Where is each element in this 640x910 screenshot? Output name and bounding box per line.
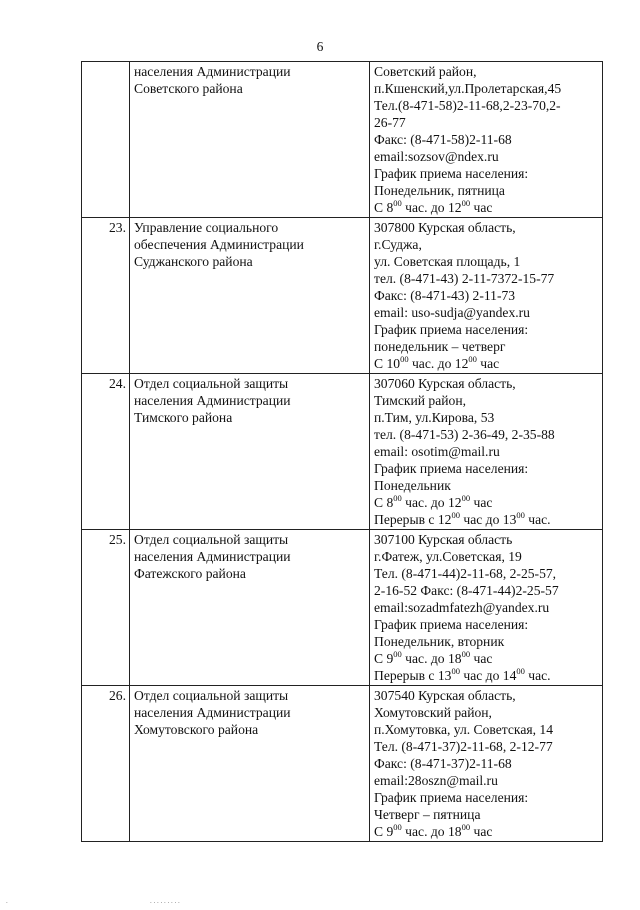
organization-name-line: Тимского района — [134, 410, 233, 425]
contact-info-line: 307060 Курская область, — [374, 376, 516, 391]
contact-info-line: 307800 Курская область, — [374, 220, 516, 235]
organization-name — [130, 530, 370, 686]
contact-info-line: г.Фатеж, ул.Советская, 19 — [374, 549, 522, 564]
row-number: 23. — [82, 218, 130, 374]
table-row — [82, 218, 603, 374]
minutes-superscript: 00 — [451, 666, 460, 676]
organization-name-line: Отдел социальной защиты — [134, 532, 289, 547]
minutes-superscript: 00 — [461, 822, 471, 832]
organization-name — [130, 374, 370, 530]
minutes-superscript: 00 — [393, 198, 402, 208]
contact-info — [370, 374, 603, 530]
contact-info-line: 307540 Курская область, — [374, 688, 516, 703]
contact-info-line: Факс: (8-471-37)2-11-68 — [374, 756, 512, 771]
row-number: 26. — [82, 686, 130, 842]
contacts-table — [81, 61, 603, 842]
contact-info-line: График приема населения: — [374, 322, 529, 337]
contact-info-line: График приема населения: — [374, 617, 529, 632]
footer-scan-marks: . . . . . . . . . . — [6, 897, 180, 905]
contact-info — [370, 530, 603, 686]
organization-name-line: Отдел социальной защиты — [134, 688, 289, 703]
contact-info-line: Понедельник — [374, 478, 451, 493]
contact-info — [370, 62, 603, 218]
organization-name — [130, 62, 370, 218]
reception-hours-line: Перерыв с $12^{00}$ час до $13^{00}$ час. — [374, 510, 551, 527]
table-row — [82, 62, 603, 218]
contact-info-line: п.Тим, ул.Кирова, 53 — [374, 410, 495, 425]
email-line: email: osotim@mail.ru — [374, 444, 500, 459]
contact-info-line: Четверг – пятница — [374, 807, 481, 822]
organization-name-line: Фатежского района — [134, 566, 246, 581]
minutes-superscript: 00 — [393, 822, 402, 832]
table-row — [82, 374, 603, 530]
organization-name-line: Суджанского района — [134, 254, 253, 269]
row-number: 24. — [82, 374, 130, 530]
reception-hours-line: С $9^{00}$ час. до $18^{00}$ час — [374, 649, 493, 666]
table-row — [82, 530, 603, 686]
contact-info-line: 26-77 — [374, 115, 406, 130]
row-number: 25. — [82, 530, 130, 686]
minutes-superscript: 00 — [393, 493, 402, 503]
contact-info-line: Понедельник, вторник — [374, 634, 505, 649]
contact-info-line: Тел. (8-471-44)2-11-68, 2-25-57, — [374, 566, 557, 581]
reception-hours-line: С $8^{00}$ час. до $12^{00}$ час — [374, 198, 493, 215]
table-row — [82, 686, 603, 842]
minutes-superscript: 00 — [400, 354, 409, 364]
page-number: 6 — [316, 39, 324, 54]
contact-info-line: Советский район, — [374, 64, 477, 79]
reception-hours-line: С $9^{00}$ час. до $18^{00}$ час — [374, 822, 493, 839]
organization-name-line: населения Администрации — [134, 549, 291, 564]
contact-info — [370, 686, 603, 842]
minutes-superscript: 00 — [461, 649, 471, 659]
contact-info-line: Тимский район, — [374, 393, 467, 408]
contact-info-line: 307100 Курская область — [374, 532, 513, 547]
organization-name-line: населения Администрации — [134, 64, 291, 79]
minutes-superscript: 00 — [516, 666, 525, 676]
organization-name-line: населения Администрации — [134, 393, 291, 408]
contact-info-line: График приема населения: — [374, 166, 529, 181]
organization-name-line: Отдел социальной защиты — [134, 376, 289, 391]
reception-hours-line: С $10^{00}$ час. до $12^{00}$ час — [374, 354, 500, 371]
contact-info-line: Факс: (8-471-58)2-11-68 — [374, 132, 512, 147]
reception-hours-line: С $8^{00}$ час. до $12^{00}$ час — [374, 493, 493, 510]
email-line: email:sozsov@ndex.ru — [374, 149, 499, 164]
minutes-superscript: 00 — [393, 649, 402, 659]
organization-name — [130, 218, 370, 374]
contact-info-line: тел. (8-471-43) 2-11-7372-15-77 — [374, 271, 555, 286]
contact-info-line: тел. (8-471-53) 2-36-49, 2-35-88 — [374, 427, 555, 442]
email-line: email:sozadmfatezh@yandex.ru — [374, 600, 550, 615]
contact-info-line: 2-16-52 Факс: (8-471-44)2-25-57 — [374, 583, 559, 598]
contact-info-line: понедельник – четверг — [374, 339, 506, 354]
contact-info-line: г.Суджа, — [374, 237, 422, 252]
contact-info-line: Факс: (8-471-43) 2-11-73 — [374, 288, 516, 303]
minutes-superscript: 00 — [516, 510, 525, 520]
minutes-superscript: 00 — [461, 198, 471, 208]
minutes-superscript: 00 — [468, 354, 477, 364]
minutes-superscript: 00 — [461, 493, 471, 503]
organization-name-line: Хомутовского района — [134, 722, 259, 737]
contact-info-line: Тел.(8-471-58)2-11-68,2-23-70,2- — [374, 98, 561, 113]
contacts-table-body — [82, 62, 603, 842]
minutes-superscript: 00 — [451, 510, 460, 520]
row-number — [82, 62, 130, 218]
reception-hours-line: Перерыв с $13^{00}$ час до $14^{00}$ час. — [374, 666, 551, 683]
contact-info-line: п.Хомутовка, ул. Советская, 14 — [374, 722, 554, 737]
email-line: email:28oszn@mail.ru — [374, 773, 498, 788]
contact-info-line: Понедельник, пятница — [374, 183, 505, 198]
email-line: email: uso-sudja@yandex.ru — [374, 305, 530, 320]
contact-info — [370, 218, 603, 374]
contact-info-line: График приема населения: — [374, 790, 529, 805]
organization-name — [130, 686, 370, 842]
contact-info-line: ул. Советская площадь, 1 — [374, 254, 521, 269]
organization-name-line: обеспечения Администрации — [134, 237, 304, 252]
organization-name-line: Советского района — [134, 81, 243, 96]
organization-name-line: Управление социального — [134, 220, 279, 235]
contact-info-line: Тел. (8-471-37)2-11-68, 2-12-77 — [374, 739, 553, 754]
contact-info-line: График приема населения: — [374, 461, 529, 476]
contact-info-line: п.Кшенский,ул.Пролетарская,45 — [374, 81, 562, 96]
organization-name-line: населения Администрации — [134, 705, 291, 720]
contact-info-line: Хомутовский район, — [374, 705, 492, 720]
